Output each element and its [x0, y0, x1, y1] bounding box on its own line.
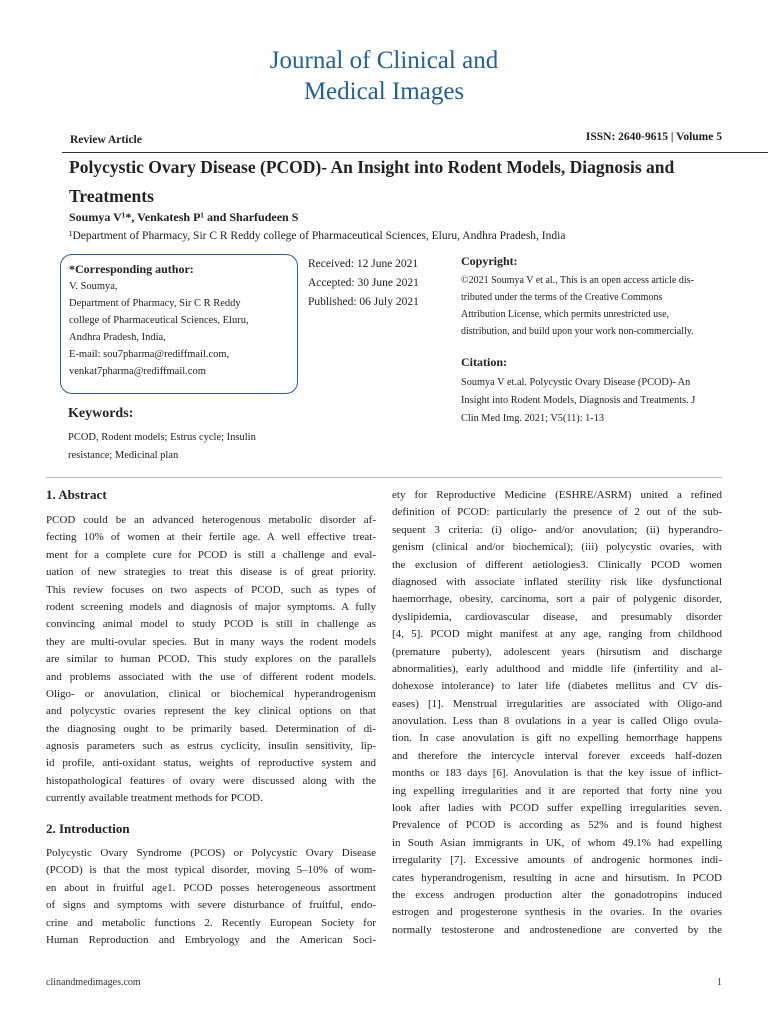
text-line: in South Asian immigrants in UK, of whom 49.1% had expelling	[392, 836, 722, 849]
text-line: crine and metabolic functions 2. Recently European Society for	[46, 916, 376, 929]
corresponding-line: V. Soumya,	[69, 281, 118, 292]
text-line: irregularity [7]. Excessive amounts of androgenic hormones indi-	[392, 854, 722, 867]
copyright-line: ©2021 Soumya V et al., This is an open access article dis-	[461, 275, 694, 286]
corresponding-line: college of Pharmaceutical Sciences, Eluru,	[69, 315, 249, 326]
introduction-heading: 2. Introduction	[46, 821, 130, 836]
keywords-line: PCOD, Rodent models; Estrus cycle; Insulin	[68, 432, 256, 443]
corresponding-heading: *Corresponding author:	[69, 262, 194, 276]
text-line: tion. In case anovulation is gift no expelling hemorrhage happens	[392, 732, 722, 745]
text-line: cates hyperandrogenism, resulting in acne and hirsutism. In PCOD	[392, 871, 722, 884]
text-line: Oligo- or anovulation, clinical or biochemical hyperandrogenism	[46, 687, 376, 700]
text-line: (PCOD) is that the most typical disorder, moving 5–10% of wom-	[46, 864, 376, 877]
footer-site[interactable]: clinandmedimages.com	[46, 977, 141, 988]
copyright-line: tributed under the terms of the Creative Commons	[461, 292, 663, 303]
text-line: dohexose intolerance) to later life (diabetes mellitus and CV dis-	[392, 680, 722, 693]
text-line: are similar to human PCOD. This study explores on the parallels	[46, 653, 376, 666]
text-line: (premature puberty), adolescent years (hirsutism and discharge	[392, 645, 722, 658]
corresponding-email[interactable]: venkat7pharma@rediffmail.com	[69, 366, 206, 377]
citation-block	[461, 353, 726, 428]
journal-title-line2: Medical Images	[303, 78, 465, 105]
text-line: agnosis parameters such as estrus cyclicity, insulin sensitivity, lip-	[46, 740, 376, 753]
abstract-heading: 1. Abstract	[46, 487, 107, 502]
text-line: ing expelling irregularities and it are reported that forty nine you	[392, 784, 722, 797]
text-line: eases) [1]. Menstrual irregularities are associated with Oligo-and	[392, 697, 722, 710]
article-title-line2: Treatments	[69, 186, 154, 206]
accepted-date: Accepted: 30 June 2021	[308, 277, 419, 289]
section-divider	[46, 477, 722, 478]
journal-title-line1: Journal of Clinical and	[269, 47, 499, 74]
text-line: normally testosterone and androstenedione are converted by the	[392, 923, 722, 936]
citation-heading: Citation:	[461, 355, 507, 369]
copyright-heading: Copyright:	[461, 254, 518, 268]
text-line: months or 183 days [6]. Anovulation is that the key issue of inflict-	[392, 767, 722, 780]
text-line: histopathological features of ovary were discussed along with the	[46, 774, 376, 787]
text-line: diagnosed with associate inflated sterility risk like dysfunctional	[392, 575, 722, 588]
copyright-block	[461, 252, 726, 340]
received-date: Received: 12 June 2021	[308, 258, 419, 270]
text-line: look after ladies with PCOD suffer expelling irregularities seven.	[392, 802, 722, 815]
text-line: id profile, anti-oxidant status, weights of reproductive system and	[46, 757, 376, 770]
text-line: fecting 10% of women at their fertile age. A well effective treat-	[46, 531, 376, 544]
text-line: sequent 3 criteria: (i) oligo- and/or anovulation; (ii) hyperandro-	[392, 523, 722, 536]
abstract-body	[46, 512, 376, 808]
keywords-text	[68, 429, 300, 465]
text-line: of signs and symptoms with severe disturbance of fruitful, endo-	[46, 899, 376, 912]
text-line: they are multi-ovular species. But in many ways the rodent models	[46, 635, 376, 648]
text-line: This review focuses on two aspects of PCOD, such as types of	[46, 583, 376, 596]
text-line: uation of new strategies to treat this disease is of great priority.	[46, 566, 376, 579]
text-line: ment for a complete cure for PCOD is still a challenge and eval-	[46, 548, 376, 561]
text-line: anovulation. Less than 8 ovulations in a year is called Oligo ovula-	[392, 715, 722, 728]
text-line: definition of PCOD: particularly the presence of 2 out of the sub-	[392, 506, 722, 519]
text-line: dyslipidemia, cardiovascular disease, and presumably disorder	[392, 610, 722, 623]
article-title-line1: Polycystic Ovary Disease (PCOD)- An Insight into Rodent Models, Diagnosis and	[69, 157, 675, 177]
corresponding-email[interactable]: E-mail: sou7pharma@rediffmail.com,	[69, 349, 230, 360]
text-line: and polycystic ovaries represent the key clinical options on that	[46, 705, 376, 718]
citation-line: Insight into Rodent Models, Diagnosis and Treatments. J	[461, 395, 696, 406]
published-date: Published: 06 July 2021	[308, 296, 419, 308]
text-line: currently available treatment methods for PCOD.	[46, 792, 263, 805]
affiliation: ¹Department of Pharmacy, Sir C R Reddy college of Pharmaceutical Sciences, Eluru, Andhra Pradesh, India	[69, 230, 566, 242]
text-line: the exclusion of different aetiologies3. Clinically PCOD women	[392, 558, 722, 571]
introduction-body	[46, 845, 376, 949]
right-column-body	[392, 487, 722, 939]
dates-block	[308, 255, 419, 312]
text-line: the diagnosing ought to be primarily based. Determination of di-	[46, 722, 376, 735]
text-line: haemorrhage, obesity, carcinoma, sort a pair of polygenic disorder,	[392, 593, 722, 606]
article-type: Review Article	[70, 134, 142, 146]
corresponding-author-box	[60, 254, 298, 394]
citation-line: Clin Med Img. 2021; V5(11): 1-13	[461, 413, 605, 424]
text-line: Prevalence of PCOD is according as 52% and is found highest	[392, 819, 722, 832]
page-number: 1	[717, 977, 722, 988]
text-line: abnormalities), early adulthood and middle life (infertility and al-	[392, 662, 722, 675]
keywords-line: resistance; Medicinal plan	[68, 450, 179, 461]
text-line: ety for Reproductive Medicine (ESHRE/ASRM) united a refined	[392, 489, 722, 501]
text-line: and therefore the intercycle interval forever exceeds half-dozen	[392, 749, 722, 762]
corresponding-line: Andhra Pradesh, India,	[69, 332, 166, 343]
text-line: genism (clinical and/or biochemical); (iii) polycystic ovaries, with	[392, 541, 722, 554]
text-line: en about in fruitful age1. PCOD posses heterogeneous assortment	[46, 881, 376, 894]
issn-volume: ISSN: 2640-9615 | Volume 5	[585, 131, 722, 143]
text-line: and problems associated with the use of different rodent models.	[46, 670, 376, 683]
copyright-line: distribution, and build upon your work non-commercially.	[461, 326, 694, 337]
authors: Soumya V¹*, Venkatesh P¹ and Sharfudeen S	[69, 210, 299, 224]
text-line: Polycystic Ovary Syndrome (PCOS) or Polycystic Ovary Disease	[46, 847, 376, 859]
text-line: PCOD could be an advanced heterogenous metabolic disorder af-	[46, 514, 376, 526]
citation-line: Soumya V et.al. Polycystic Ovary Disease (PCOD)- An	[461, 377, 691, 388]
corresponding-line: Department of Pharmacy, Sir C R Reddy	[69, 298, 241, 309]
copyright-line: Attribution License, which permits unrestricted use,	[461, 309, 670, 320]
text-line: the excess androgen production alter the gonadotropins induced	[392, 888, 722, 901]
text-line: [4, 5]. PCOD might manifest at any age, ranging from childhood	[392, 628, 722, 641]
article-title	[69, 153, 734, 211]
text-line: Human Reproduction and Embryology and the American Soci-	[46, 933, 376, 946]
keywords-heading: Keywords:	[68, 406, 134, 421]
text-line: rodent screening models and diagnosis of major symptoms. A fully	[46, 600, 376, 613]
text-line: convincing animal model to study PCOD is still in challenge as	[46, 618, 376, 631]
text-line: estrogen and progesterone synthesis in the ovaries. In the ovaries	[392, 906, 722, 919]
